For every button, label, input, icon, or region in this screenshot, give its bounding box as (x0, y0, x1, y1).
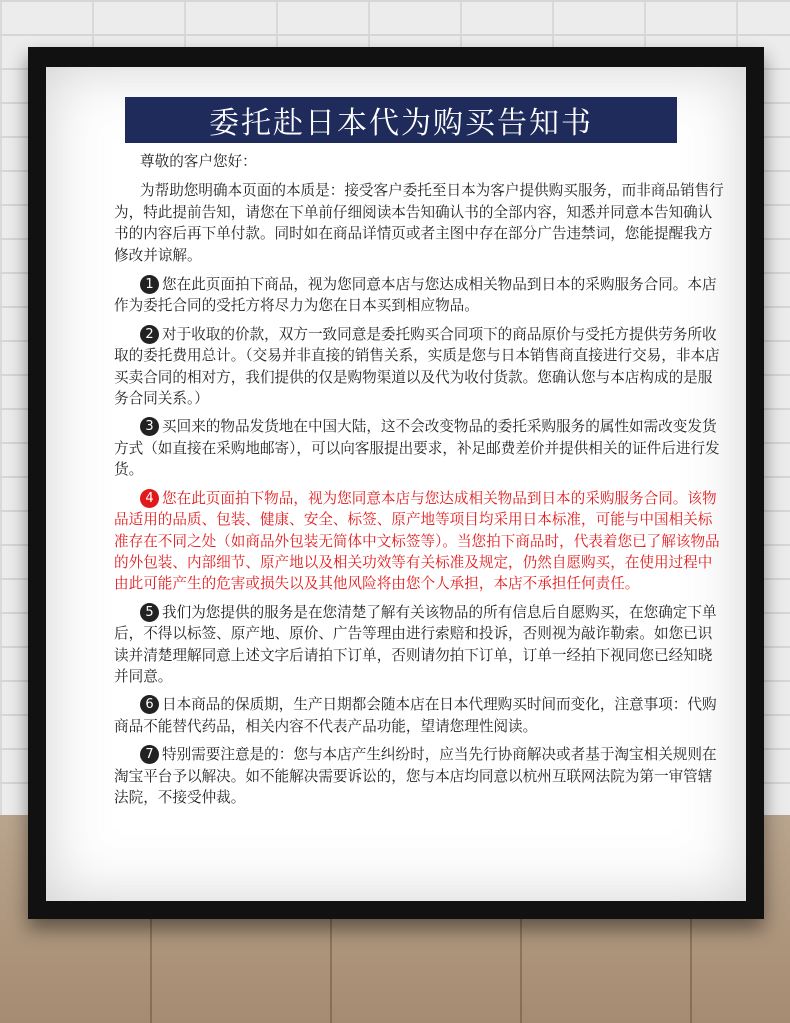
clause-text: 我们为您提供的服务是在您清楚了解有关该物品的所有信息后自愿购买，在您确定下单后，不得以标签、原产地、原价、广告等理由进行索赔和投诉，否则视为敲诈勒索。如您已识读并清楚理解同意上述文字后请拍下订单，否则请勿拍下订单，订单一经拍下视同您已经知晓并同意。 (114, 603, 717, 685)
clause-3 (114, 416, 726, 480)
clause-2 (114, 324, 726, 410)
notice-content (114, 151, 726, 815)
intro-paragraph: 为帮助您明确本页面的本质是：接受客户委托至日本为客户提供购买服务，而非商品销售行为，特此提前告知，请您在下单前仔细阅读本告知确认书的全部内容，知悉并同意本告知确认书的内容后再下单付款。同时如在商品详情页或者主图中存在部分广告违禁词，您能提醒我方修改并谅解。 (114, 182, 724, 264)
clause-text: 日本商品的保质期，生产日期都会随本店在日本代理购买时间而变化，注意事项：代购商品不能替代药品，相关内容不代表产品功能，望请您理性阅读。 (114, 696, 717, 735)
picture-frame (28, 47, 764, 919)
number-badge: 5 (140, 603, 159, 622)
number-badge: 2 (140, 325, 159, 344)
number-badge: 4 (140, 489, 159, 508)
clause-text: 对于收取的价款，双方一致同意是委托购买合同项下的商品原价与受托方提供劳务所收取的委托费用总计。（交易并非直接的销售关系，实质是您与日本销售商直接进行交易，非本店买卖合同的相对方，我们提供的仅是购物渠道以及代为收付货款。您确认您与本店构成的是服务合同关系。） (114, 325, 720, 408)
clause-5 (114, 602, 726, 688)
clause-7 (114, 744, 726, 808)
greeting: 尊敬的客户您好： (140, 153, 257, 170)
clause-6 (114, 694, 726, 737)
number-badge: 7 (140, 745, 159, 764)
notice-paper (46, 67, 746, 901)
clause-1 (114, 274, 726, 317)
clause-text: 买回来的物品发货地在中国大陆，这不会改变物品的委托采购服务的属性如需改变发货方式（如直接在采购地邮寄），可以向客服提出要求，补足邮费差价并提供相关的证件后进行发货。 (114, 418, 720, 479)
number-badge: 1 (140, 275, 159, 294)
number-badge: 6 (140, 695, 159, 714)
clause-text: 您在此页面拍下商品，视为您同意本店与您达成相关物品到日本的采购服务合同。本店作为委托合同的受托方将尽力为您在日本买到相应物品。 (114, 276, 717, 315)
notice-title: 委托赴日本代为购买告知书 (125, 97, 677, 143)
clause-text: 特别需要注意是的：您与本店产生纠纷时，应当先行协商解决或者基于淘宝相关规则在淘宝平台予以解决。如不能解决需要诉讼的，您与本店均同意以杭州互联网法院为第一审管辖法院，不接受仲裁。 (114, 746, 717, 806)
number-badge: 3 (140, 417, 159, 436)
clause-4-highlighted (114, 488, 726, 595)
clause-text: 您在此页面拍下物品，视为您同意本店与您达成相关物品到日本的采购服务合同。该物品适用的品质、包装、健康、安全、标签、原产地等项目均采用日本标准，可能与中国相关标准存在不同之处（如商品外包装无简体中文标签等）。当您拍下商品时，代表着您已了解该物品的外包装、内部细节、原产地以及相关功效等有关标准及规定，仍然自愿购买，在使用过程中由此可能产生的危害或损失以及其他风险将由您个人承担，本店不承担任何责任。 (114, 489, 720, 593)
